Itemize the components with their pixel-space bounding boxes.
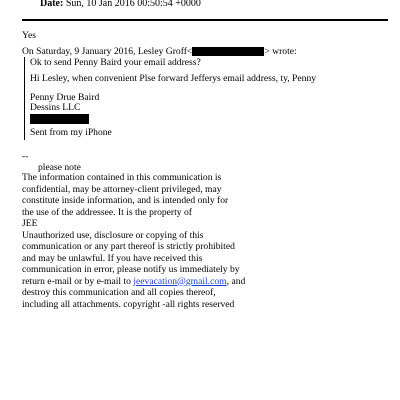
- attribution-suffix: > wrote:: [264, 46, 297, 57]
- disclaimer-line: communication in error, please notify us immediately by: [22, 264, 240, 275]
- disclaimer-line: constitute inside information, and is intended only for: [22, 195, 229, 206]
- disclaimer-line: Unauthorized use, disclosure or copying of this: [22, 229, 204, 241]
- date-value: Sun, 10 Jan 2016 00:50:54 +0000: [65, 0, 201, 9]
- signature-name: Penny Drue Baird: [30, 92, 100, 103]
- disclaimer-line: destroy this communication and all copies thereof,: [22, 287, 216, 298]
- disclaimer-line: The information contained in this communication is: [22, 172, 222, 183]
- disclaimer-line: JEE: [22, 218, 38, 229]
- sent-from-line: Sent from my iPhone: [30, 127, 112, 138]
- signature-separator: --: [22, 151, 29, 162]
- please-note-heading: please note: [38, 162, 81, 173]
- attribution-line: [22, 46, 297, 58]
- disclaimer-email-line: [22, 276, 388, 288]
- email-line-suffix: , and: [226, 275, 246, 287]
- redacted-signature-block: [30, 114, 89, 124]
- disclaimer-line: and may be unlawful. If you have received this: [22, 252, 203, 264]
- date-label: Date:: [40, 0, 64, 9]
- disclaimer-line: including all attachments. copyright -all rights reserved: [22, 298, 235, 310]
- attribution-prefix: On Saturday, 9 January 2016, Lesley Groff<: [22, 46, 193, 57]
- quoted-message: [24, 57, 325, 140]
- disclaimer-line: confidential, may be attorney-client privileged, may: [22, 183, 222, 195]
- header-divider: [22, 19, 388, 21]
- redacted-email-block: [192, 47, 264, 56]
- confidentiality-disclaimer: [22, 172, 388, 310]
- email-link[interactable]: jeevacation@gmail.com: [133, 275, 227, 287]
- disclaimer-line: communication or any part thereof is strictly prohibited: [22, 241, 235, 252]
- quoted-line-2: Hi Lesley, when convenient Plse forward Jefferys email address, ty, Penny: [30, 73, 317, 84]
- quoted-line-1: Ok to send Penny Baird your email address?: [30, 57, 201, 68]
- disclaimer-line: the use of the addressee. It is the property of: [22, 206, 192, 218]
- reply-text: Yes: [22, 30, 36, 41]
- date-header: [40, 0, 201, 10]
- signature-company: Dessins LLC: [30, 102, 81, 113]
- email-line-prefix: return e-mail or by e-mail to: [22, 275, 134, 287]
